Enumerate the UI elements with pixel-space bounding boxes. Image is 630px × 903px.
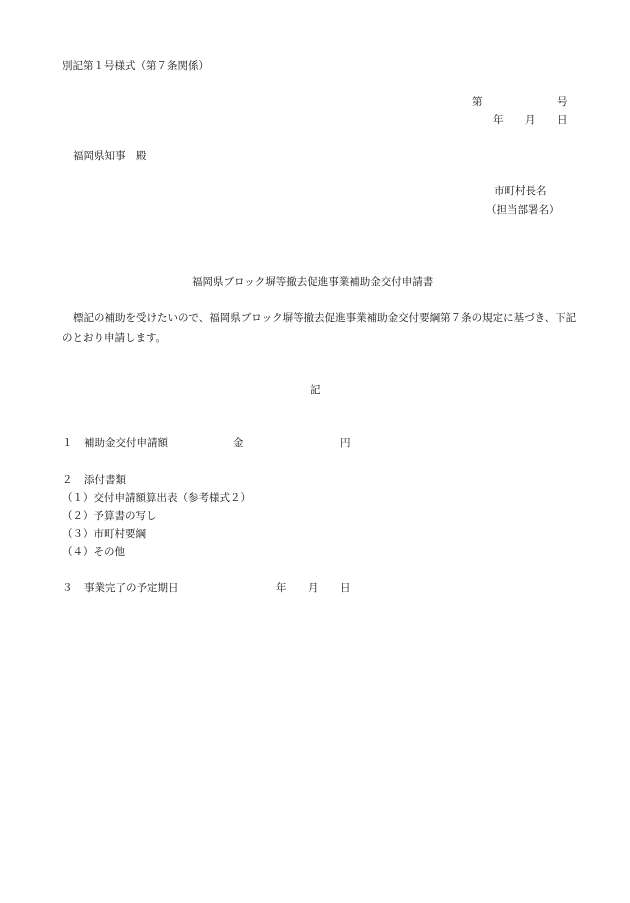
item-2-number: ２ [62,474,73,486]
item-1-label: 補助金交付申請額 [84,437,168,449]
sender-department: （担当部署名） [486,204,560,216]
attachment-item: （１）交付申請額算出表（参考様式２） [62,492,251,504]
amount-yen: 円 [340,437,351,449]
form-label: 別記第１号様式（第７条関係） [62,60,209,72]
item-2-label: 添付書類 [84,474,126,486]
sender-title: 市町村長名 [494,185,547,197]
completion-month: 月 [308,582,319,594]
item-1-number: １ [62,437,73,449]
amount-kin: 金 [233,437,244,449]
attachment-item: （２）予算書の写し [62,510,157,522]
date-day: 日 [557,114,568,126]
number-prefix: 第 [472,96,483,108]
attachment-item: （４）その他 [62,546,125,558]
document-title: 福岡県ブロック塀等撤去促進事業補助金交付申請書 [192,276,434,288]
addressee: 福岡県知事 殿 [73,150,147,162]
ki-heading: 記 [310,384,321,396]
completion-day: 日 [340,582,351,594]
body-text: 標記の補助を受けたいので、福岡県ブロック塀等撤去促進事業補助金交付要綱第７条の規定に基づき、下記のとおり申請します。 [62,312,577,344]
date-year: 年 [493,114,504,126]
number-suffix: 号 [557,96,568,108]
completion-year: 年 [276,582,287,594]
item-3-number: ３ [62,582,73,594]
item-3-label: 事業完了の予定期日 [84,582,179,594]
date-month: 月 [525,114,536,126]
attachment-item: （３）市町村要綱 [62,528,146,540]
